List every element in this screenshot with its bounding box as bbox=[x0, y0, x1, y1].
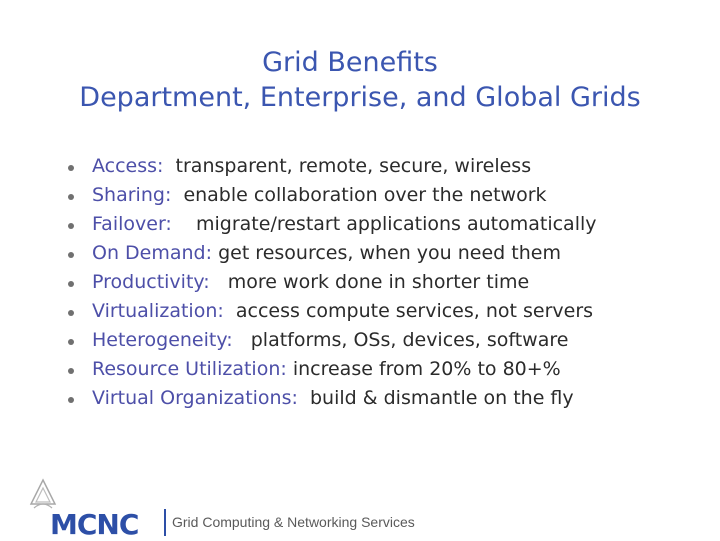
list-item bbox=[60, 181, 597, 210]
bullet-icon bbox=[68, 281, 74, 287]
list-item bbox=[60, 326, 597, 355]
list-item bbox=[60, 297, 597, 326]
benefit-description: build & dismantle on the fly bbox=[310, 387, 574, 409]
benefit-description: access compute services, not servers bbox=[235, 300, 594, 322]
bullet-icon bbox=[68, 310, 74, 316]
list-item bbox=[60, 355, 597, 384]
bullet-icon bbox=[68, 252, 74, 258]
benefit-term: Failover: bbox=[92, 213, 172, 235]
benefit-term: Virtualization: bbox=[92, 300, 224, 322]
logo-tagline: Grid Computing & Networking Services bbox=[172, 514, 415, 530]
benefit-description: enable collaboration over the network bbox=[183, 184, 547, 206]
list-item bbox=[60, 384, 597, 413]
benefit-description: transparent, remote, secure, wireless bbox=[175, 155, 532, 177]
list-item bbox=[60, 210, 597, 239]
benefit-description: get resources, when you need them bbox=[218, 242, 561, 264]
bullet-icon bbox=[68, 368, 74, 374]
benefit-description: migrate/restart applications automatically bbox=[196, 213, 597, 235]
bullet-icon bbox=[68, 194, 74, 200]
benefit-term: Sharing: bbox=[92, 184, 172, 206]
benefit-description: platforms, OSs, devices, software bbox=[250, 329, 569, 351]
benefit-term: Virtual Organizations: bbox=[92, 387, 298, 409]
mcnc-logo bbox=[28, 478, 415, 541]
list-item bbox=[60, 152, 597, 181]
bullet-icon bbox=[68, 223, 74, 229]
benefit-term: On Demand: bbox=[92, 242, 213, 264]
bullet-icon bbox=[68, 397, 74, 403]
benefit-term: Productivity: bbox=[92, 271, 210, 293]
benefit-term: Heterogeneity: bbox=[92, 329, 233, 351]
list-item bbox=[60, 268, 597, 297]
slide-title: Grid Benefits bbox=[262, 47, 438, 78]
logo-wordmark: MCNC bbox=[50, 508, 139, 541]
bullet-icon bbox=[68, 339, 74, 345]
logo-divider bbox=[164, 509, 166, 536]
benefit-description: increase from 20% to 80+% bbox=[292, 358, 561, 380]
benefits-list bbox=[60, 152, 597, 413]
slide-subtitle: Department, Enterprise, and Global Grids bbox=[79, 82, 641, 113]
list-item bbox=[60, 239, 597, 268]
benefit-term: Resource Utilization: bbox=[92, 358, 287, 380]
benefit-term: Access: bbox=[92, 155, 164, 177]
bullet-icon bbox=[68, 165, 74, 171]
benefit-description: more work done in shorter time bbox=[227, 271, 530, 293]
